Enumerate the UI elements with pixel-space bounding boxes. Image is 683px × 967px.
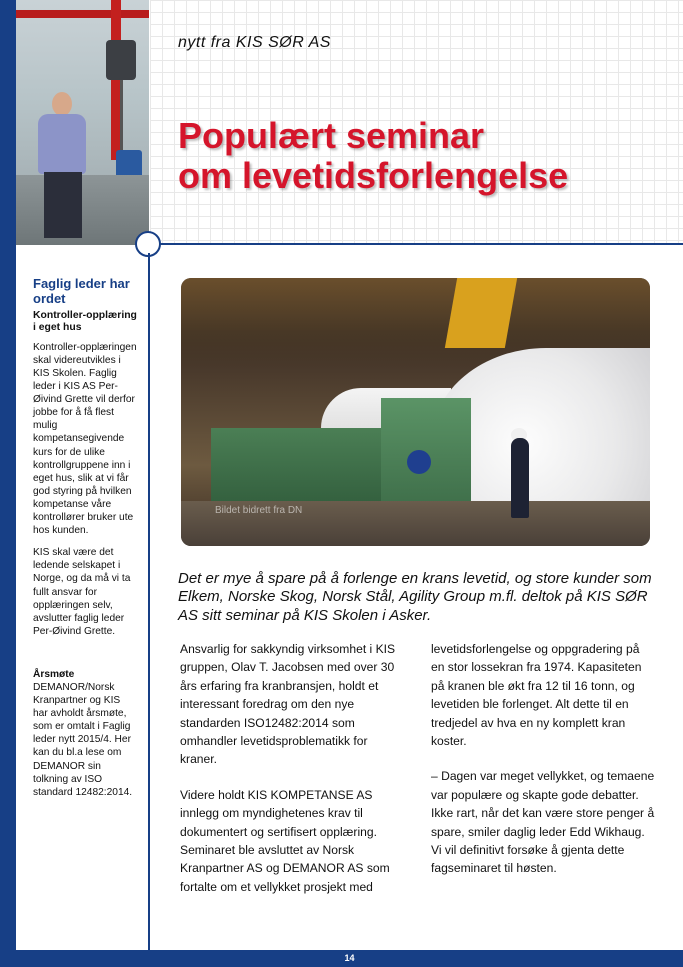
body-paragraph: – Dagen var meget vellykket, og temaene var populære og skapte gode debatter. Ikke rart, når det kan være store penger å spare, smiler daglig leder Edd Wikhaug. Vi vil definitivt forsøke å gjenta dette fagseminaret til høsten. bbox=[431, 769, 655, 876]
sidebar-paragraph: Kontroller-opplæringen skal videreutvikles i KIS Skolen. Faglig leder i KIS AS Per-Øivind Grette vil derfor jobbe for å få flest mulig kompetansegivende kurs for de ulike kontrollgruppene inn i eget hus, slik at vi får god styring på hvilken kompetanse våre kontrollører bruker ute hos kunden. bbox=[33, 341, 137, 537]
body-paragraph: Ansvarlig for sakkyndig virksomhet i KIS gruppen, Olav T. Jacobsen med over 30 års erfaring fra kranbransjen, holdt et interessant foredrag om den nye standarden ISO12482:2014 som omhandler levetidsproblematikk for kraner. bbox=[180, 642, 396, 767]
sidebar-column bbox=[33, 276, 137, 808]
lead-paragraph: Det er mye å spare på å forlenge en krans levetid, og store kunder som Elkem, Norske Skog, Norsk Stål, Agility Group m.fl. deltok på KIS SØR AS sitt seminar på KIS Skolen i Asker. bbox=[178, 570, 652, 624]
page-title bbox=[178, 116, 658, 196]
main-photo-paper-machine bbox=[181, 278, 650, 546]
sidebar-heading: Faglig leder har ordet bbox=[33, 276, 130, 306]
photo-caption: Bildet bidrett fra DN bbox=[215, 505, 303, 516]
sidebar-paragraph: DEMANOR/Norsk Kranpartner og KIS har avholdt årsmøte, som er omtalt i Faglig leder nytt 2015/4. Her kan du bl.a lese om DEMANOR sin tolkning av ISO standard 12482:2014. bbox=[33, 681, 133, 798]
page-kicker: nytt fra KIS SØR AS bbox=[178, 34, 331, 51]
sidebar-heading-arsmote: Årsmøte bbox=[33, 668, 75, 680]
page-title-line-2: om levetidsforlengelse bbox=[178, 155, 569, 196]
vertical-divider bbox=[148, 253, 150, 950]
sidebar-paragraph: KIS skal være det ledende selskapet i Norge, og da må vi ta fullt ansvar for opplæringen selv, avslutter faglig leder Per-Øivind Grette. bbox=[33, 547, 131, 637]
body-column-2 bbox=[431, 640, 656, 895]
horizontal-divider bbox=[160, 243, 683, 245]
page-title-line-1: Populært seminar bbox=[178, 115, 485, 156]
page-footer bbox=[16, 950, 683, 967]
body-column-1 bbox=[180, 640, 405, 913]
sidebar-subheading: Kontroller-opplæring i eget hus bbox=[33, 310, 137, 334]
body-paragraph: levetidsforlengelse og oppgradering på en stor lossekran fra 1974. Kapasiteten på kranen ble økt fra 12 til 16 tonn, og levetiden ble forlenget. Alt dette til en tredjedel av hva en ny komplett kran koster. bbox=[431, 642, 642, 749]
body-paragraph: Videre holdt KIS KOMPETANSE AS innlegg om myndighetenes krav til dokumentert og sertifisert opplæring. Seminaret ble avsluttet av Norsk Kranpartner AS og DEMANOR AS som fortalte om et vellykket prosjekt med bbox=[180, 787, 390, 894]
left-edge-strip bbox=[0, 0, 16, 967]
page-number: 14 bbox=[344, 953, 355, 963]
sidebar-portrait-photo bbox=[16, 0, 149, 245]
